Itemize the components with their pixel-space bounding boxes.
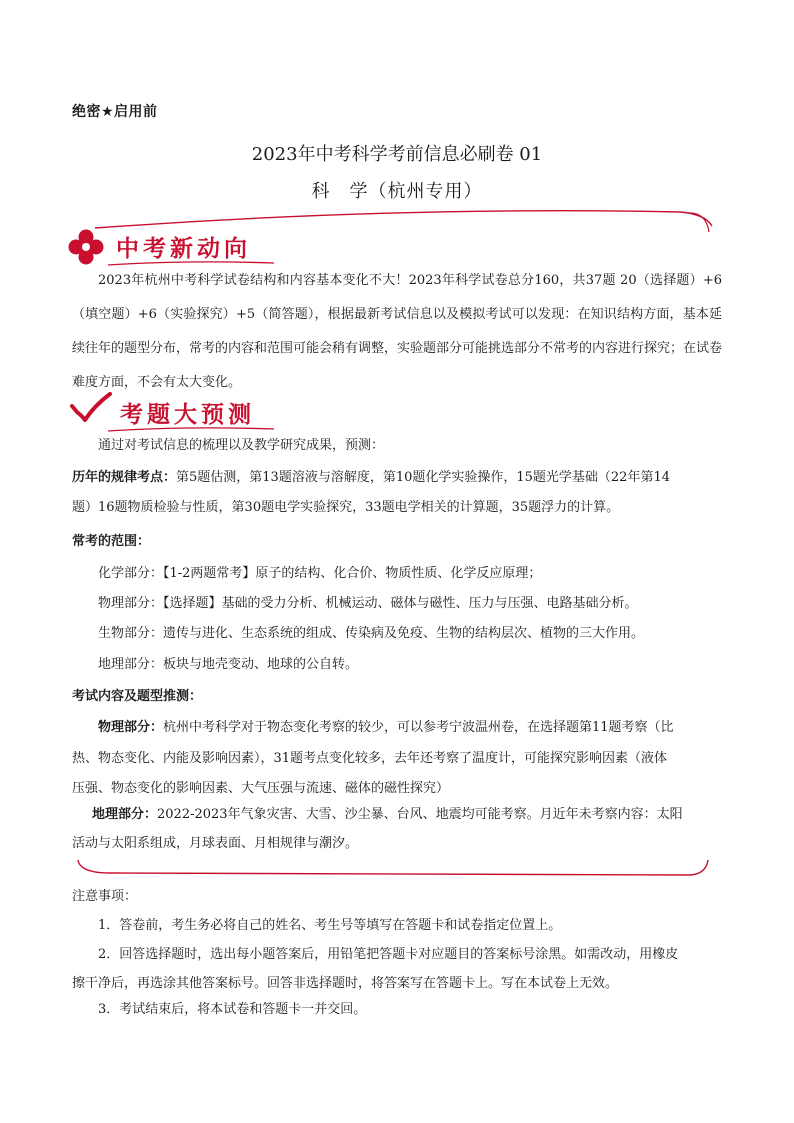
rule-line-2: 题）16题物质检验与性质，第30题电学实验探究，33题电学相关的计算题，35题浮力的计算。 <box>72 500 620 515</box>
note-item-3: 3．考试结束后，将本试卷和答题卡一并交回。 <box>98 1002 367 1017</box>
notes-title: 注意事项： <box>72 889 138 904</box>
note-item-2: 2．回答选择题时，选出每小题答案后，用铅笔把答题卡对应题目的答案标号涂黑。如需改动，用橡皮 <box>98 947 679 962</box>
prediction-intro: 通过对考试信息的梳理以及教学研究成果，预测： <box>98 438 385 453</box>
physics-line-3: 压强、物态变化的影响因素、大气压强与流速、磁体的磁性探究） <box>72 781 450 796</box>
scope-label: 常考的范围： <box>72 534 151 549</box>
section-heading-prediction: 考题大预测 <box>120 402 255 428</box>
physics-label: 物理部分： <box>98 720 164 735</box>
trends-paragraph: 2023年杭州中考科学试卷结构和内容基本变化不大！2023年科学试卷总分160，共37题 20（选择题）+6（填空题）+6（实验探究）+5（简答题），根据最新考试信息以及模拟考试可以发现：在知识结构方面，基本延续往年的题型分布，常考的内容和范围可能会稍有调整，实验题部分可能挑选部分不常考的内容进行探究；在试卷难度方面，不会有太大变化。 <box>72 273 723 390</box>
note-item-1: 1．答卷前，考生务必将自己的姓名、考生号等填写在答题卡和试卷指定位置上。 <box>98 918 562 933</box>
geography-line-1: 地理部分：2022-2023年气象灾害、大雪、沙尘暴、台风、地震均可能考察。月近年未考察内容：太阳 <box>92 807 683 822</box>
four-petal-flower-icon <box>66 228 106 266</box>
exam-title: 2023年中考科学考前信息必刷卷 01 <box>251 144 543 165</box>
heading-underline <box>106 424 276 436</box>
physics-line-2: 热、物态变化、内能及影响因素），31题考点变化较多，去年还考察了温度计，可能探究影响因素（液体 <box>72 751 668 766</box>
exam-subtitle: 科 学（杭州专用） <box>311 181 483 202</box>
scope-item-geography: 地理部分：板块与地壳变动、地球的公自转。 <box>98 657 359 672</box>
rule-line-1: 历年的规律考点：第5题估测，第13题溶液与溶解度，第10题化学实验操作，15题光学基础（22年第14 <box>72 470 670 485</box>
geography-line-2: 活动与太阳系组成，月球表面、月相规律与潮汐。 <box>72 836 359 851</box>
confidential-label: 绝密★启用前 <box>72 104 158 120</box>
physics-line-1: 物理部分：杭州中考科学对于物态变化考察的较少，可以参考宁波温州卷，在选择题第11题考察（比 <box>98 720 674 735</box>
note-item-2-cont: 擦干净后，再选涂其他答案标号。回答非选择题时，将答案写在答题卡上。写在本试卷上无效。 <box>72 976 619 991</box>
geography-label: 地理部分： <box>92 807 158 822</box>
predict-label: 考试内容及题型推测： <box>72 689 203 704</box>
scope-item-biology: 生物部分：遗传与进化、生态系统的组成、传染病及免疫、生物的结构层次、植物的三大作用。 <box>98 626 645 641</box>
section-heading-trends: 中考新动向 <box>116 236 251 262</box>
scope-item-chemistry: 化学部分：【1-2两题常考】原子的结构、化合价、物质性质、化学反应原理； <box>98 566 542 581</box>
checkmark-icon <box>68 392 112 428</box>
rule-label: 历年的规律考点： <box>72 470 177 485</box>
scope-item-physics: 物理部分：【选择题】基础的受力分析、机械运动、磁体与磁性、压力与压强、电路基础分析。 <box>98 596 638 611</box>
